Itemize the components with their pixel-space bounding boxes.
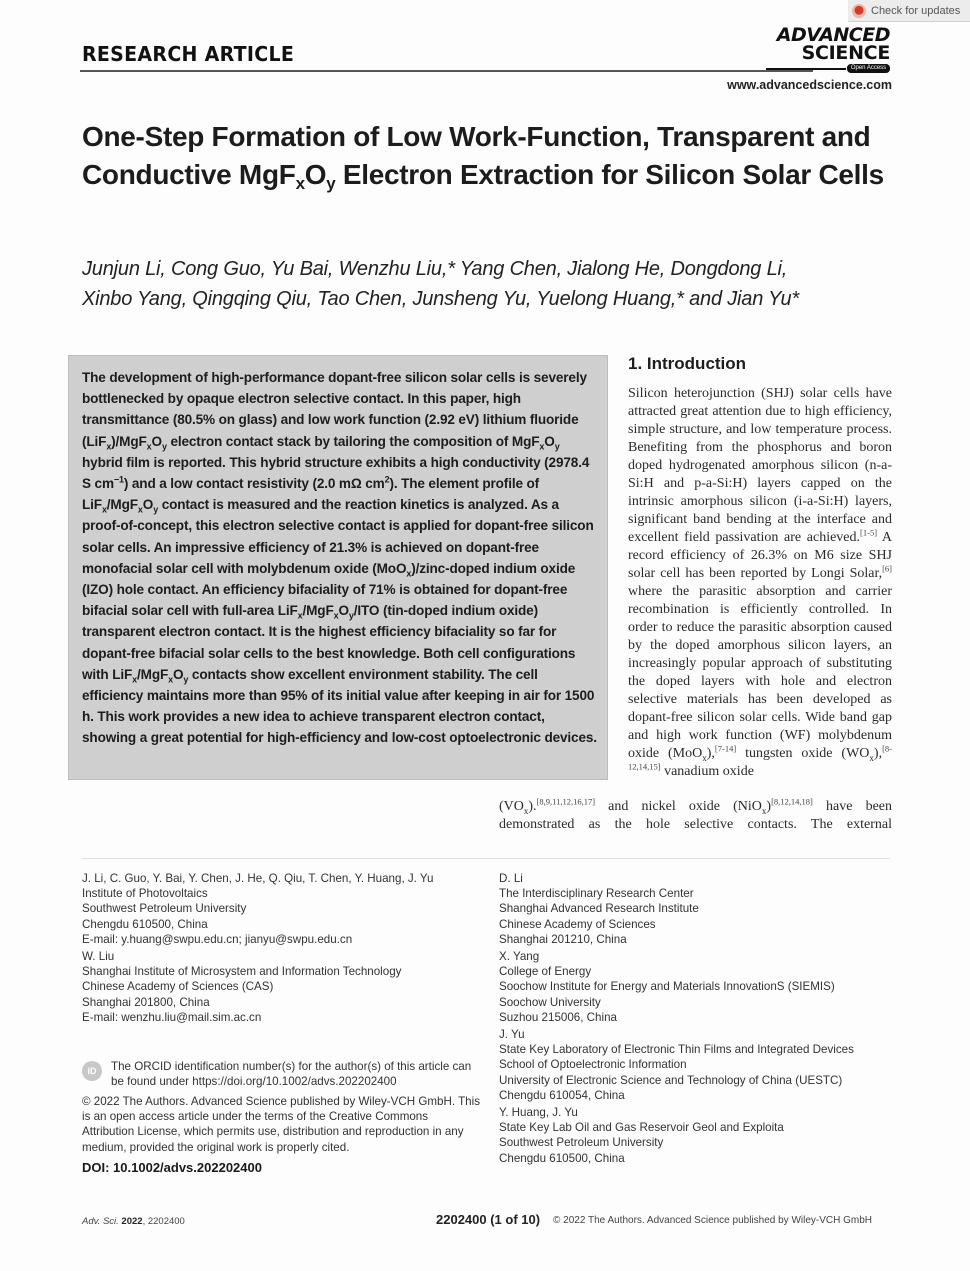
citation-link[interactable]: [6] xyxy=(882,563,892,574)
text-run: x xyxy=(168,674,173,685)
affiliation-line: W. Liu xyxy=(82,950,115,964)
affiliation-block xyxy=(499,871,899,947)
introduction-paragraph-continued xyxy=(499,798,892,834)
text-run: y xyxy=(348,610,354,621)
text-run: x xyxy=(869,752,874,763)
text-run: O xyxy=(172,666,184,682)
license-notice: © 2022 The Authors. Advanced Science published by Wiley-VCH GmbH. This is an open access article under the terms of the Creative Commons Attribution License, which permits use, distribution and reproduction in any medium, provided the original work is properly cited. xyxy=(82,1095,480,1154)
page-number: 2202400 (1 of 10) xyxy=(436,1212,541,1227)
affiliation-block xyxy=(499,1105,899,1166)
citation-link[interactable]: [8,12,14,18] xyxy=(771,796,813,807)
section-heading-introduction: 1. Introduction xyxy=(628,354,747,373)
text-run: tungsten oxide (WO xyxy=(736,746,870,761)
text-run: 2 xyxy=(384,474,390,485)
citation-link[interactable]: [8-12,14,15] xyxy=(628,743,892,772)
title-text: Electron Extraction for Silicon Solar Cells xyxy=(335,159,884,190)
logo-line-1: ADVANCED xyxy=(776,24,890,46)
text-run: /MgF xyxy=(106,497,138,513)
text-run: ) xyxy=(766,799,772,814)
text-run: x xyxy=(333,610,339,621)
crossmark-icon xyxy=(852,4,866,18)
text-run: x xyxy=(761,805,767,816)
text-run: The development of high-performance dopant-free silicon solar cells is severely bottlenecked by opaque electron selective contact. In this paper, high transmittance (80.5% on glass) and low work function (2.92 eV) lithium fluoride (LiF xyxy=(82,370,587,449)
affiliation-line: State Key Laboratory of Electronic Thin Films and Integrated Devices xyxy=(499,1043,854,1057)
title-subscript-y: y xyxy=(326,174,336,193)
affiliation-line: Shanghai Institute of Microsystem and Information Technology xyxy=(82,965,402,979)
affiliation-line: State Key Lab Oil and Gas Reservoir Geol and Exploita xyxy=(499,1121,784,1135)
author-list xyxy=(82,254,912,314)
affiliation-block xyxy=(82,949,482,1025)
text-run: y xyxy=(554,441,560,452)
text-run: electron contact stack by tailoring the composition of MgF xyxy=(166,433,540,449)
text-run: )/zinc-doped indium oxide (IZO) hole contact. An efficiency bifaciality of 71% is obtained for dopant-free bifacial solar cell with full-area LiF xyxy=(82,560,576,619)
author-line: Junjun Li, Cong Guo, Yu Bai, Wenzhu Liu,* Yang Chen, Jialong He, Dongdong Li, xyxy=(82,258,788,280)
text-run: ) and a low contact resistivity (2.0 mΩ cm xyxy=(123,476,385,492)
text-run: −1 xyxy=(113,474,124,485)
text-run: x xyxy=(297,610,303,621)
affiliation-line: College of Energy xyxy=(499,965,592,979)
affiliation-line: Shanghai 201800, China xyxy=(82,995,210,1009)
affiliation-line: School of Optoelectronic Information xyxy=(499,1058,687,1072)
article-title xyxy=(82,118,912,194)
affiliation-line: D. Li xyxy=(499,872,523,885)
author-line: Xinbo Yang, Qingqing Qiu, Tao Chen, Junsheng Yu, Yuelong Huang,* and Jian Yu* xyxy=(82,288,800,310)
title-subscript-x: x xyxy=(295,174,305,193)
affiliation-line: Shanghai 201210, China xyxy=(499,932,627,946)
introduction-paragraph xyxy=(628,385,892,781)
affiliation-block xyxy=(499,1027,899,1103)
citation-link[interactable]: [8,9,11,12,16,17] xyxy=(536,796,596,807)
open-access-badge: Open Access xyxy=(847,64,890,73)
title-text: O xyxy=(304,159,327,190)
text-run: hybrid film is reported. This hybrid structure exhibits a high conductivity (2978.4 S cm xyxy=(82,454,590,492)
text-run: Silicon heterojunction (SHJ) solar cells have attracted great attention due to high efficiency, simple structure, and low temperature process. Benefiting from the phosphorus and boron doped hydrogenated amorphous silicon (n-a-Si:H and p-a-Si:H) layers capped on the intrinsic amorphous silicon (i-a-Si:H) layers, significant band bending at the interface and excellent field passivation are achieved. xyxy=(628,386,892,545)
text-run: x xyxy=(702,752,707,763)
affiliation-line: X. Yang xyxy=(499,950,540,964)
affiliation-block xyxy=(499,949,899,1025)
affiliation-email[interactable]: E-mail: wenzhu.liu@mail.sim.ac.cn xyxy=(82,1010,262,1024)
text-run: A record efficiency of 26.3% on M6 size SHJ solar cell has been reported by Longi Solar, xyxy=(628,530,892,581)
text-run: have been demonstrated as the hole selective contacts. The external xyxy=(499,799,893,832)
footer-journal: Adv. Sci. xyxy=(82,1216,122,1227)
text-run: ), xyxy=(873,746,883,761)
affiliation-line: Chengdu 610500, China xyxy=(499,1151,625,1165)
affiliation-line: Y. Huang, J. Yu xyxy=(499,1106,578,1120)
text-run: O xyxy=(544,433,555,449)
affiliation-email[interactable]: E-mail: y.huang@swpu.edu.cn; jianyu@swpu.edu.cn xyxy=(82,932,353,946)
text-run: )/MgF xyxy=(111,433,147,449)
text-run: (VO xyxy=(499,799,524,814)
text-run: contact is measured and the reaction kinetics is analyzed. As a proof-of-concept, this electron selective contact is applied for dopant-free silicon solar cells. An impressive efficiency of 21.3% is achieved on dopant-free monofacial solar cell with molybdenum oxide (MoO xyxy=(82,497,594,576)
affiliation-line: Southwest Petroleum University xyxy=(82,902,247,916)
affiliations-right xyxy=(499,871,899,1168)
affiliation-line: The Interdisciplinary Research Center xyxy=(499,887,694,901)
journal-logo xyxy=(766,26,890,62)
text-run: x xyxy=(101,504,107,515)
text-run: /MgF xyxy=(137,666,169,682)
text-run: ). xyxy=(528,799,537,814)
header-divider xyxy=(80,70,813,72)
abstract-text xyxy=(82,367,600,749)
text-run: y xyxy=(153,504,159,515)
text-run: where the parasitic absorption and carrier recombination is efficiently controlled. In order to reduce the parasitic absorption caused by the doped amorphous silicon layers, an increasingly popular approach of substituting the doped layers with hole and electron selective materials has been developed as dopant-free silicon solar cells. Wide band gap and high work function (WF) molybdenum oxide (MoO xyxy=(628,584,892,761)
title-text: One-Step Formation of Low Work-Function, Transparent and Conductive MgF xyxy=(82,121,871,190)
affiliations-left xyxy=(82,871,482,1027)
affiliation-line: Shanghai Advanced Research Institute xyxy=(499,902,699,916)
text-run: x xyxy=(146,441,152,452)
text-run: x xyxy=(539,441,545,452)
affiliation-line: Soochow University xyxy=(499,995,601,1009)
text-run: contacts show excellent environment stability. The cell efficiency maintains more than 95% of its initial value after keeping in air for 1500 h. This work provides a new idea to achieve transparent electron contact, showing a great potential for high-efficiency and low-cost optoelectronic devices. xyxy=(82,666,597,746)
text-run: O xyxy=(151,433,162,449)
affiliation-line: J. Li, C. Guo, Y. Bai, Y. Chen, J. He, Q. Qiu, T. Chen, Y. Huang, J. Yu xyxy=(82,872,434,885)
text-run: x xyxy=(132,674,138,685)
footer-citation xyxy=(82,1216,185,1227)
citation-link[interactable]: [7-14] xyxy=(714,743,737,754)
footer-article-number: , 2202400 xyxy=(142,1216,185,1227)
orcid-icon[interactable]: iD xyxy=(82,1061,102,1081)
affiliation-line: J. Yu xyxy=(499,1028,525,1042)
text-run: vanadium oxide xyxy=(660,764,754,779)
text-run: /ITO (tin-doped indium oxide) transparent electron contact. It is the highest efficiency bifaciality so far for dopant-free bifacial solar cells to the best knowledge. Both cell configurations with LiF xyxy=(82,603,576,682)
affiliation-line: Chengdu 610054, China xyxy=(499,1088,625,1102)
text-run: x xyxy=(106,441,112,452)
section-label: RESEARCH ARTICLE xyxy=(82,42,295,66)
orcid-note: The ORCID identification number(s) for the author(s) of this article can be found under https://doi.org/10.1002/advs.202202400 xyxy=(111,1060,472,1089)
logo-line-2: SCIENCE xyxy=(801,42,890,64)
check-for-updates-button[interactable] xyxy=(848,0,970,22)
affiliation-line: Suzhou 215006, China xyxy=(499,1010,617,1024)
affiliation-line: Southwest Petroleum University xyxy=(499,1136,664,1150)
text-run: ). The element profile of LiF xyxy=(82,476,540,513)
text-run: /MgF xyxy=(302,603,334,619)
citation-link[interactable]: [1-5] xyxy=(860,527,878,538)
check-for-updates-label: Check for updates xyxy=(871,4,961,17)
text-run: y xyxy=(183,674,189,685)
text-run: y xyxy=(161,441,167,452)
affiliation-line: Chengdu 610500, China xyxy=(82,917,208,931)
affiliation-line: Institute of Photovoltaics xyxy=(82,887,208,901)
affiliation-divider xyxy=(82,858,890,859)
affiliation-line: Soochow Institute for Energy and Materials InnovationS (SIEMIS) xyxy=(499,980,835,994)
footer-copyright: © 2022 The Authors. Advanced Science published by Wiley-VCH GmbH xyxy=(553,1215,873,1226)
footer-year: 2022 xyxy=(121,1216,143,1227)
text-run: x xyxy=(523,805,529,816)
text-run: and nickel oxide (NiO xyxy=(595,799,762,814)
affiliation-line: Chinese Academy of Sciences xyxy=(499,917,656,931)
doi-link[interactable]: DOI: 10.1002/advs.202202400 xyxy=(82,1160,262,1175)
text-run: O xyxy=(142,497,154,513)
text-run: x xyxy=(137,504,143,515)
journal-website-link[interactable]: www.advancedscience.com xyxy=(727,78,892,92)
affiliation-block xyxy=(82,871,482,947)
text-run: ), xyxy=(706,746,715,761)
text-run: x xyxy=(406,568,412,579)
affiliation-line: University of Electronic Science and Technology of China (UESTC) xyxy=(499,1073,843,1087)
logo-divider xyxy=(766,68,846,70)
text-run: O xyxy=(338,603,349,619)
affiliation-line: Chinese Academy of Sciences (CAS) xyxy=(82,980,274,994)
